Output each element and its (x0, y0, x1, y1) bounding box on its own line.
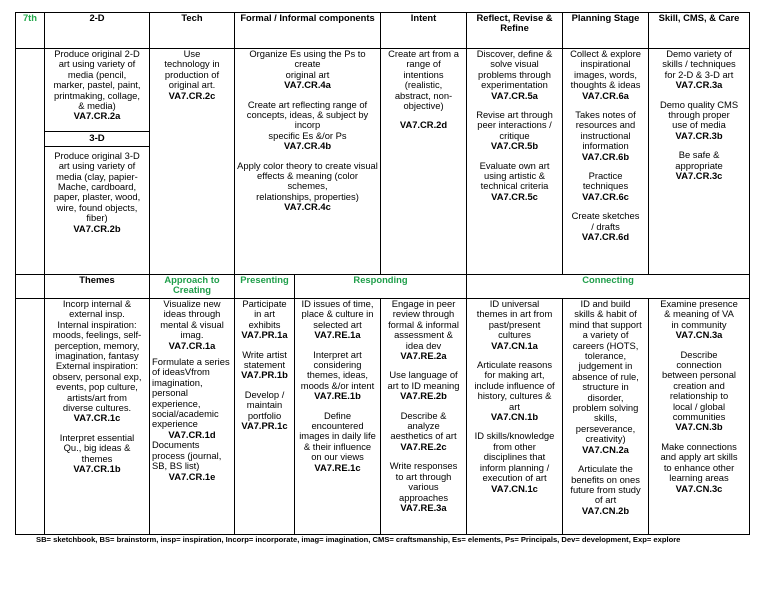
text-line: original art (285, 68, 330, 80)
header-connecting: Connecting (467, 275, 750, 299)
text-line: Write responses (389, 460, 458, 472)
standard-code: VA7.CR.6b (581, 150, 630, 162)
text-line: media (pencil, (67, 68, 127, 80)
text-line: future from study (570, 483, 641, 495)
text-line: inspirational (580, 58, 631, 70)
text-line: ID issues of time, (301, 298, 374, 309)
text-line: problems through (478, 68, 551, 80)
grade-label: 7th (16, 13, 45, 49)
text-line: execution of art (482, 472, 547, 484)
text-line: between personal (662, 369, 737, 381)
cell-block (297, 411, 378, 473)
cell-skill-cms-care (649, 49, 750, 275)
text-line: specific Es &/or Ps (268, 129, 347, 141)
text-line: Interpret art (313, 348, 362, 360)
text-line: skills / techniques (662, 58, 736, 70)
text-line: considering (313, 359, 362, 371)
standard-code: VA7.RE.1c (314, 461, 361, 473)
text-line: idea dev (405, 339, 442, 351)
section-header-row (16, 275, 750, 299)
text-line: experience, (152, 397, 201, 409)
cell-2d-3d (45, 49, 150, 275)
text-line: Use language of (389, 369, 458, 381)
cell-presenting (235, 299, 295, 535)
cell-block (651, 150, 747, 181)
text-line: critique (499, 129, 530, 141)
text-line: technical criteria (480, 180, 549, 192)
text-line: Define (323, 409, 352, 421)
text-line: experience (152, 418, 198, 430)
text-line: Formulate a series (152, 356, 230, 368)
text-line: Write artist (242, 348, 287, 360)
text-line: appropriate (675, 159, 723, 171)
standard-code: VA7.RE.2a (400, 350, 447, 362)
header-2d: 2-D (45, 13, 150, 49)
text-line: imagination, (152, 376, 203, 388)
standard-code: VA7.CN.2b (581, 504, 630, 516)
text-line: Practice (588, 170, 623, 182)
text-line: ID universal (489, 298, 540, 309)
text-line: Takes notes of (575, 109, 636, 121)
text-line: in art (254, 308, 275, 320)
text-line: various (408, 481, 439, 493)
text-line: ID skills/knowledge (474, 430, 555, 442)
text-line: Create sketches (571, 210, 640, 222)
cell-responding-2 (381, 299, 467, 535)
cell-block (469, 360, 560, 422)
standards-table (15, 12, 750, 535)
text-line: fiber) (86, 212, 108, 224)
standard-code: VA7.CR.6a (582, 89, 629, 101)
text-line: SB, BS list) (152, 460, 200, 472)
text-line: imagination, fantasy (55, 350, 139, 362)
cell-3d-block (47, 151, 147, 234)
text-line: statement (243, 359, 286, 371)
header-intent: Intent (381, 13, 467, 49)
text-line: disorder, (587, 391, 624, 403)
text-line: diverse cultures. (62, 402, 132, 414)
cell-block (565, 211, 646, 242)
text-line: art using variety of (58, 160, 136, 172)
cell-connecting-1 (467, 299, 563, 535)
text-line: from other (493, 440, 536, 452)
text-line: for 2-D & 3-D art (664, 68, 734, 80)
standard-code: VA7.CR.6c (582, 190, 629, 202)
text-line: of art (594, 494, 617, 506)
text-line: local / global (672, 400, 726, 412)
cell-intent (381, 49, 467, 275)
text-line: to enhance other (663, 461, 735, 473)
text-line: production of (164, 68, 220, 80)
text-line: resources and (575, 119, 636, 131)
abbreviation-footnote: SB= sketchbook, BS= brainstorm, insp= inspiration, Incorp= incorporate, imag= imagination, CMS= craftsmanship, Es= elements, Ps= Principals, Dev= development, Exp= explore (36, 535, 681, 544)
text-line: wire, found objects, (56, 201, 138, 213)
standard-code: VA7.CR.3b (675, 129, 723, 141)
header-responding: Responding (295, 275, 467, 299)
cell-block (237, 100, 378, 152)
text-line: art to ID meaning (387, 379, 460, 391)
text-line: Apply color theory to create visual (237, 159, 378, 171)
text-line: personal (152, 387, 188, 399)
text-line: mental & visual (160, 318, 224, 330)
text-line: learning areas (669, 472, 729, 484)
text-line: Be safe & (678, 149, 720, 161)
standard-code: VA7.CR.5c (491, 190, 538, 202)
cell-formal-informal (235, 49, 381, 275)
text-line: objective) (403, 100, 444, 112)
text-line: relationships, properties) (256, 190, 359, 202)
text-line: Use (183, 48, 201, 59)
text-line: communities (672, 411, 726, 423)
cell-approach-to-creating (150, 299, 235, 535)
standard-code: VA7.PR.1a (241, 329, 288, 341)
text-line: connection (676, 359, 722, 371)
text-line: inform planning / (479, 461, 550, 473)
header-planning-stage: Planning Stage (563, 13, 649, 49)
text-line: & their influence (303, 440, 372, 452)
header-reflect-revise: Reflect, Revise & Refine (467, 13, 563, 49)
text-line: formal & informal (388, 318, 459, 330)
text-line: skills, (594, 412, 617, 424)
text-line: careers (HOTS, (572, 339, 639, 351)
text-line: intentions (403, 68, 444, 80)
text-line: perseverance, (575, 422, 636, 434)
text-line: Make connections (661, 440, 737, 452)
standard-code: VA7.CR.2d (399, 119, 448, 131)
text-line: encountered (311, 420, 364, 432)
text-line: moods, feelings, self- (52, 329, 142, 341)
text-line: maintain (246, 399, 283, 411)
standard-code: VA7.CR.1b (73, 463, 121, 475)
text-line: thoughts & ideas (570, 79, 641, 91)
standard-code: VA7.RE.1b (314, 390, 361, 402)
standard-code: VA7.CR.4b (283, 140, 332, 152)
standard-code: VA7.CN.1b (490, 411, 539, 423)
header-formal-informal: Formal / Informal components (235, 13, 381, 49)
text-line: Participate (242, 298, 287, 309)
text-line: portfolio (247, 409, 282, 421)
cell-block (469, 110, 560, 152)
text-line: and apply art skills (660, 451, 738, 463)
text-line: Describe & (400, 409, 447, 421)
standard-code: VA7.PR.1c (241, 420, 288, 432)
text-line: exhibits (248, 318, 281, 330)
text-line: Create art from a (388, 48, 459, 59)
header-presenting: Presenting (235, 275, 295, 299)
text-line: through proper (668, 109, 730, 121)
text-line: (realistic, (404, 79, 443, 91)
cell-block (297, 299, 378, 341)
cell-block (651, 100, 747, 142)
text-line: perception, memory, (54, 339, 140, 351)
grade-spacer-cell (16, 49, 45, 275)
text-line: external insp. (69, 308, 125, 320)
cell-block (469, 299, 560, 351)
text-line: & meaning of VA (664, 308, 734, 320)
text-line: / drafts (591, 220, 620, 232)
cell-block (47, 299, 147, 424)
text-line: marker, pastel, paint, (53, 79, 141, 91)
text-line: Organize Es using the Ps to create (249, 48, 366, 70)
text-line: judgement in (578, 360, 633, 372)
text-line: on our views (311, 451, 364, 463)
text-line: information (582, 140, 629, 152)
text-line: cultures (498, 329, 531, 341)
text-line: Examine presence (660, 298, 738, 309)
standard-code: VA7.CN.3c (675, 482, 723, 494)
text-line: art (509, 400, 520, 412)
text-line: Mache, cardboard, (57, 181, 137, 193)
cell-block (237, 161, 378, 213)
text-line: aesthetics of art (390, 430, 457, 442)
text-line: observ, personal exp, (52, 370, 142, 382)
cell-themes (45, 299, 150, 535)
cell-block (237, 390, 292, 432)
cell-block (383, 299, 464, 361)
text-line: images, words, (573, 68, 638, 80)
text-line: images in daily life (299, 430, 376, 442)
text-line: disciplines that (483, 451, 546, 463)
text-line: experimentation (481, 79, 548, 91)
text-line: Articulate the (578, 463, 633, 475)
cell-block (383, 461, 464, 513)
text-line: range of (406, 58, 441, 70)
cell-block (469, 161, 560, 203)
cell-block (651, 350, 747, 433)
text-line: to art through (395, 470, 452, 482)
standard-code: VA7.CN.2a (582, 443, 629, 455)
text-line: abstract, non- (394, 89, 453, 101)
text-line: Internal inspiration: (57, 318, 137, 330)
creating-row (16, 49, 750, 275)
text-line: Qu., big ideas & (63, 442, 131, 454)
text-line: moods &/or intent (300, 379, 375, 391)
standard-code: VA7.CR.4a (284, 79, 331, 91)
cell-block (651, 299, 747, 341)
cell-block (469, 49, 560, 101)
cell-block (565, 171, 646, 202)
standard-code: VA7.CN.1c (491, 482, 538, 494)
text-line: technology in (164, 58, 220, 70)
text-line: review through (392, 308, 455, 320)
standard-code: VA7.CR.6d (581, 231, 630, 243)
standard-code: VA7.RE.1a (314, 329, 361, 341)
text-line: External inspiration: (55, 360, 139, 372)
text-line: benefits on ones (571, 473, 640, 485)
text-line: history, cultures & (477, 390, 552, 402)
header-skill-cms-care: Skill, CMS, & Care (649, 13, 750, 49)
text-line: Articulate reasons (476, 359, 553, 371)
text-line: themes, ideas, (307, 369, 368, 381)
cell-block (651, 49, 747, 91)
cell-connecting-3 (649, 299, 750, 535)
text-line: of ideasVfrom (152, 366, 210, 378)
text-line: Interpret essential (59, 431, 135, 443)
text-line: Visualize new (163, 298, 221, 309)
grade-spacer-cell (16, 275, 45, 299)
text-line: problem solving (572, 402, 639, 414)
cell-block (565, 110, 646, 162)
standard-code: VA7.CN.3b (675, 421, 723, 433)
header-approach-to-creating: Approach to Creating (150, 275, 235, 299)
text-line: selected art (313, 318, 362, 330)
text-line: relationship to (669, 390, 729, 402)
grade-spacer-cell (16, 299, 45, 535)
header-tech: Tech (150, 13, 235, 49)
text-line: place & culture in (301, 308, 374, 320)
text-line: Demo quality CMS (659, 98, 739, 110)
text-line: using artistic & (484, 170, 545, 182)
text-line: & media) (78, 100, 116, 112)
text-line: assessment & (394, 329, 453, 341)
cell-block (383, 49, 464, 111)
header-themes: Themes (45, 275, 150, 299)
text-line: Create art reflecting range of (247, 98, 368, 110)
cell-block (565, 299, 646, 455)
cell-block (383, 411, 464, 453)
text-line: a variety of (582, 329, 629, 341)
standard-code: VA7.CR.4c (284, 201, 331, 213)
standard-code: VA7.RE.2c (400, 440, 447, 452)
standard-code: VA7.CR.1d (168, 428, 216, 440)
standard-code: VA7.CR.1c (73, 412, 121, 424)
text-line: Demo variety of (666, 48, 732, 59)
text-line: process (journal, (152, 449, 222, 461)
text-line: Incorp internal & (62, 298, 132, 309)
text-line: media (clay, papier- (56, 170, 138, 182)
standard-code: VA7.CR.5a (491, 89, 538, 101)
standard-code: VA7.RE.2b (400, 390, 447, 402)
text-line: creation and (673, 379, 725, 391)
cell-block (565, 464, 646, 516)
text-line: Evaluate own art (479, 159, 550, 171)
text-line: Revise art through (476, 109, 553, 121)
text-line: social/academic (152, 408, 219, 420)
text-line: Collect & explore (570, 48, 641, 59)
cell-reflect-revise (467, 49, 563, 275)
text-line: solve visual (490, 58, 539, 70)
text-line: include influence of (474, 379, 555, 391)
text-line: printmaking, collage, (54, 89, 140, 101)
text-line: use of media (672, 119, 726, 131)
cell-planning-stage (563, 49, 649, 275)
standard-code: VA7.CR.1a (168, 339, 216, 351)
text-line: Discover, define & (476, 48, 553, 59)
text-line: paper, plaster, wood, (53, 191, 141, 203)
text-line: absence of rule, (572, 370, 639, 382)
standard-code: VA7.CN.1a (491, 339, 538, 351)
cell-2d-block (47, 49, 147, 122)
cell-connecting-2 (563, 299, 649, 535)
cell-responding-1 (295, 299, 381, 535)
standard-code: VA7.CR.3a (675, 79, 723, 91)
cell-block (297, 350, 378, 402)
header-3d: 3-D (45, 131, 149, 147)
text-line: structure in (582, 381, 629, 393)
cell-block (651, 442, 747, 494)
text-line: themes (81, 452, 113, 464)
text-line: mind that support (569, 318, 642, 330)
text-line: ideas through (163, 308, 221, 320)
cell-block (152, 299, 232, 351)
text-line: analyze (407, 420, 440, 432)
text-line: Develop / (244, 388, 285, 400)
text-line: events, pop culture, (56, 381, 138, 393)
standard-code: VA7.CR.2a (73, 110, 121, 122)
text-line: approaches (399, 491, 449, 503)
cell-tech-block (152, 49, 232, 101)
cell-block (152, 440, 232, 482)
text-line: artists/art from (67, 391, 127, 403)
text-line: for making art, (484, 369, 545, 381)
standard-code: VA7.CR.3c (675, 170, 723, 182)
text-line: in community (671, 318, 727, 330)
cell-block (469, 431, 560, 493)
cell-block (237, 299, 292, 341)
standard-code: VA7.RE.3a (400, 501, 447, 513)
cell-block (565, 49, 646, 101)
standard-code: VA7.PR.1b (241, 369, 288, 381)
standard-code: VA7.CR.2c (168, 89, 216, 101)
cell-tech (150, 49, 235, 275)
text-line: Produce original 2-D (54, 48, 140, 59)
standard-code: VA7.CR.5b (490, 140, 539, 152)
text-line: tolerance, (584, 350, 627, 362)
text-line: instructional (580, 129, 631, 141)
cell-block (237, 49, 378, 91)
text-line: peer interactions / (477, 119, 552, 131)
standard-code: VA7.CR.2b (73, 222, 121, 234)
cell-block (237, 350, 292, 381)
cell-block (383, 370, 464, 401)
cell-block (47, 433, 147, 475)
cell-block (152, 357, 232, 440)
text-line: concepts, ideas, & subject by incorp (246, 109, 369, 131)
text-line: Documents (152, 439, 200, 451)
text-line: techniques (582, 180, 629, 192)
text-line: imag. (180, 329, 204, 341)
text-line: Engage in peer (391, 298, 456, 309)
standard-code: VA7.CN.3a (675, 329, 723, 341)
text-line: effects & meaning (color schemes, (257, 170, 358, 192)
text-line: Describe (680, 348, 718, 360)
text-line: past/present (488, 318, 541, 330)
text-line: art using variety of (58, 58, 136, 70)
standard-code: VA7.CR.1e (168, 470, 216, 482)
text-line: skills & habit of (574, 308, 637, 320)
text-line: themes in art from (476, 308, 553, 320)
text-line: original art. (168, 79, 216, 91)
header-row (16, 13, 750, 49)
text-line: Produce original 3-D (54, 149, 140, 161)
text-line: ID and build (580, 298, 631, 309)
standards-row (16, 299, 750, 535)
text-line: creativity) (585, 433, 626, 445)
